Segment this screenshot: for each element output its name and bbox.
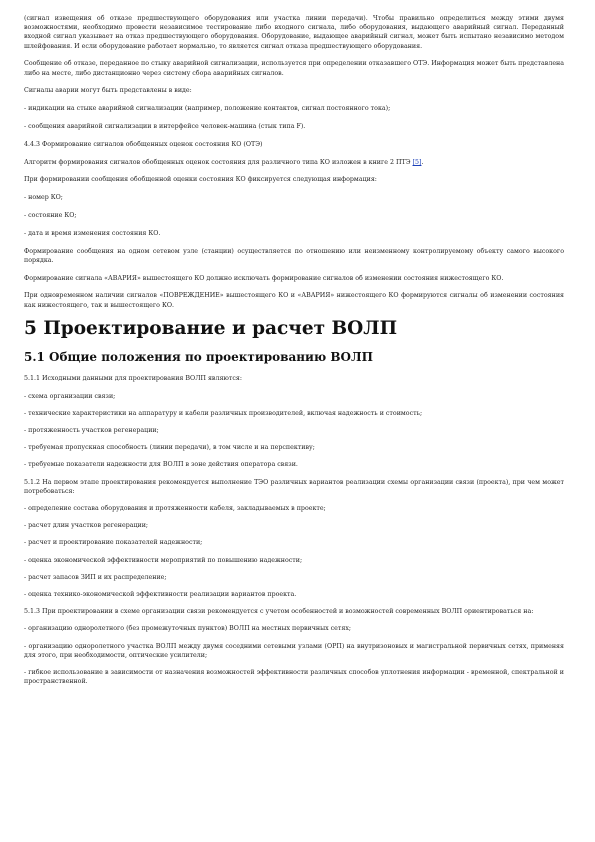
list-item: - номер КО; — [24, 194, 63, 202]
paragraph: Сообщение об отказе, переданное по стыку аварийной сигнализации, используется при определении отказавшего ОТЭ. Информация может быть представлена либо на месте, либо дистанционно через систему сбора аварийных сигналов. — [24, 60, 564, 77]
intro-section — [24, 14, 564, 167]
paragraph — [24, 158, 564, 167]
list-item: - определение состава оборудования и протяженности кабеля, закладываемых в проекте; — [24, 505, 326, 512]
list-item: - оценка экономической эффективности мероприятий по повышению надежности; — [24, 556, 303, 564]
list-item: - расчет и проектирование показателей надежности; — [24, 539, 203, 547]
list-item: - расчет длин участков регенерации; — [24, 522, 149, 530]
paragraph-tail: . — [421, 158, 424, 166]
document-page — [24, 14, 564, 694]
list-item: - состояние КО; — [24, 211, 77, 219]
list-item: - сообщения аварийной сигнализации в интерфейсе человек-машина (стык типа F). — [24, 123, 306, 130]
state-info-section — [24, 175, 564, 309]
list-item: - требуемая пропускная способность (линии передачи), в том числе и на перспективу; — [24, 444, 315, 452]
design-section — [24, 374, 564, 686]
paragraph: 5.1.3 При проектировании в схеме организации связи рекомендуется с учетом особенностей и возможностей современных ВОЛП ориентироваться на: — [24, 608, 534, 616]
paragraph: Формирование сигнала «АВАРИЯ» вышестоящего КО должно исключать формирование сигналов об изменении состояния нижестоящего КО. — [24, 274, 504, 282]
subsection-heading: 5.1 Общие положения по проектированию ВОЛП — [24, 350, 373, 365]
list-item: - гибкое использование в зависимости от назначения возможностей эффективности различных способов уплотнения информации - временной, спектральной и пространственной. — [24, 669, 564, 686]
list-item: - организацию одноролетного (без промежуточных пунктов) ВОЛП на местных первичных сетях; — [24, 625, 352, 633]
list-item: - протяженность участков регенерации; — [24, 426, 159, 434]
subsection-title: 4.4.3 Формирование сигналов обобщенных оценок состояния КО (ОТЭ) — [24, 140, 263, 148]
paragraph: 5.1.2 На первом этапе проектирования рекомендуется выполнение ТЭО различных вариантов реализации схемы организации связи (проекта), при чем может потребоваться: — [24, 478, 564, 495]
reference-link[interactable]: [5] — [412, 158, 422, 166]
paragraph-text: Алгоритм формирования сигналов обобщенных оценок состояния для различного типа КО изложен в книге 2 ПТЭ — [24, 158, 413, 166]
paragraph: При формировании сообщения обобщенной оценки состояния КО фиксируется следующая информация: — [24, 176, 377, 184]
list-item: - организацию одноролетного участка ВОЛП между двумя соседними сетевыми узлами (ОРП) на внутризоновых и магистральной первичных сетях, применяя для этого, при необходимости, оптические усилители; — [24, 642, 564, 659]
list-item: - оценка технико-экономической эффективности реализации вариантов проекта. — [24, 591, 297, 599]
list-item: - индикации на стыке аварийной сигнализации (например, положение контактов, сигнал постоянного тока); — [24, 105, 391, 113]
paragraph: (сигнал извещения об отказе предшествующего оборудования или участка линии передачи). Чтобы правильно определиться между этими двумя возможностями, необходимо провести независимое тестирование либо входного сигнала, либо оборудования, выдающего аварийный сигнал. Переданный входной сигнал указывает на отказ предшествующего оборудования. Оборудование, выдающее аварийный сигнал, может быть испытано независимо методом шлейфования. И если оборудование работает нормально, то является сигнал отказа предшествующего оборудования. — [24, 15, 564, 50]
list-item: - схема организации связи; — [24, 392, 116, 400]
list-item: - расчет запасов ЗИП и их распределение; — [24, 573, 167, 581]
list-item: - технические характеристики на аппаратуру и кабели различных производителей, включая надежность и стоимость; — [24, 409, 423, 417]
paragraph: Сигналы аварии могут быть представлены в виде: — [24, 87, 192, 95]
paragraph: 5.1.1 Исходными данными для проектирования ВОЛП являются: — [24, 375, 243, 383]
list-item: - дата и время изменения состояния КО. — [24, 229, 161, 237]
list-item: - требуемые показатели надежности для ВОЛП в зоне действия оператора связи. — [24, 461, 298, 469]
paragraph: Формирование сообщения на одном сетевом узле (станции) осуществляется по отношению или неизменному контролируемому объекту самого высокого порядка. — [24, 247, 564, 264]
section-heading: 5 Проектирование и расчет ВОЛП — [24, 318, 398, 340]
paragraph: При одновременном наличии сигналов «ПОВРЕЖДЕНИЕ» вышестоящего КО и «АВАРИЯ» нижестоящего КО формируются сигналы об изменении состояния как нижестоящего, так и вышестоящего КО. — [24, 292, 564, 309]
